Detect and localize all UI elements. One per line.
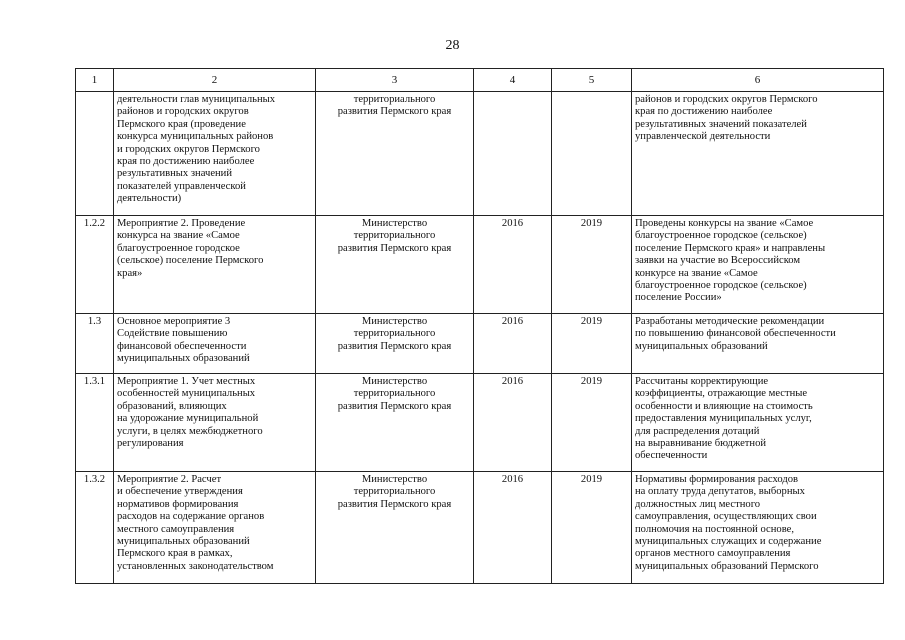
measure-name-cell: Основное мероприятие 3 Содействие повышению финансовой обеспеченности муниципальных образований: [114, 314, 316, 374]
column-header: 3: [316, 69, 474, 92]
column-header: 4: [474, 69, 552, 92]
measures-table: [75, 68, 884, 584]
page-number: 28: [445, 38, 460, 53]
measure-name-cell: деятельности глав муниципальных районов и городских округов Пермского края (проведение конкурса муниципальных районов и городских округов Пермского края по достижению наиболее результативных значений показателей управленческой деятельности): [114, 92, 316, 216]
row-number-cell: [76, 92, 114, 216]
result-cell: Нормативы формирования расходов на оплату труда депутатов, выборных должностных лиц местного самоуправления, осуществляющих свои полномочия на постоянной основе, муниципальных служащих и содержание органов местного самоуправления муниципальных образований Пермского: [632, 472, 884, 584]
result-cell: Рассчитаны корректирующие коэффициенты, отражающие местные особенности и влияющие на стоимость предоставления муниципальных услуг, для распределения дотаций на выравнивание бюджетной обеспеченности: [632, 374, 884, 472]
column-header: 5: [552, 69, 632, 92]
row-number-cell: 1.3: [76, 314, 114, 374]
start-year-cell: 2016: [474, 216, 552, 314]
column-header: 1: [76, 69, 114, 92]
header-row: [76, 69, 884, 92]
responsible-cell: Министерство территориального развития Пермского края: [316, 374, 474, 472]
row-number-cell: 1.3.2: [76, 472, 114, 584]
result-cell: Разработаны методические рекомендации по повышению финансовой обеспеченности муниципальных образований: [632, 314, 884, 374]
end-year-cell: 2019: [552, 314, 632, 374]
row-number-cell: 1.3.1: [76, 374, 114, 472]
table-row: [76, 374, 884, 472]
measure-name-cell: Мероприятие 2. Проведение конкурса на звание «Самое благоустроенное городское (сельское) поселение Пермского края»: [114, 216, 316, 314]
result-cell: районов и городских округов Пермского края по достижению наиболее результативных значений показателей управленческой деятельности: [632, 92, 884, 216]
table-row: [76, 314, 884, 374]
start-year-cell: 2016: [474, 314, 552, 374]
start-year-cell: [474, 92, 552, 216]
measure-name-cell: Мероприятие 2. Расчет и обеспечение утверждения нормативов формирования расходов на содержание органов местного самоуправления муниципальных образований Пермского края в рамках, установленных законодательством: [114, 472, 316, 584]
column-header: 6: [632, 69, 884, 92]
column-header: 2: [114, 69, 316, 92]
end-year-cell: 2019: [552, 472, 632, 584]
responsible-cell: Министерство территориального развития Пермского края: [316, 216, 474, 314]
row-number-cell: 1.2.2: [76, 216, 114, 314]
end-year-cell: [552, 92, 632, 216]
table-row: [76, 92, 884, 216]
table-row: [76, 216, 884, 314]
table-row: [76, 472, 884, 584]
end-year-cell: 2019: [552, 216, 632, 314]
responsible-cell: Министерство территориального развития Пермского края: [316, 472, 474, 584]
start-year-cell: 2016: [474, 374, 552, 472]
start-year-cell: 2016: [474, 472, 552, 584]
responsible-cell: территориального развития Пермского края: [316, 92, 474, 216]
responsible-cell: Министерство территориального развития Пермского края: [316, 314, 474, 374]
measure-name-cell: Мероприятие 1. Учет местных особенностей муниципальных образований, влияющих на удорожание муниципальной услуги, в целях межбюджетного регулирования: [114, 374, 316, 472]
result-cell: Проведены конкурсы на звание «Самое благоустроенное городское (сельское) поселение Пермского края» и направлены заявки на участие во Всероссийском конкурсе на звание «Самое благоустроенное городское (сельское) поселение России»: [632, 216, 884, 314]
end-year-cell: 2019: [552, 374, 632, 472]
